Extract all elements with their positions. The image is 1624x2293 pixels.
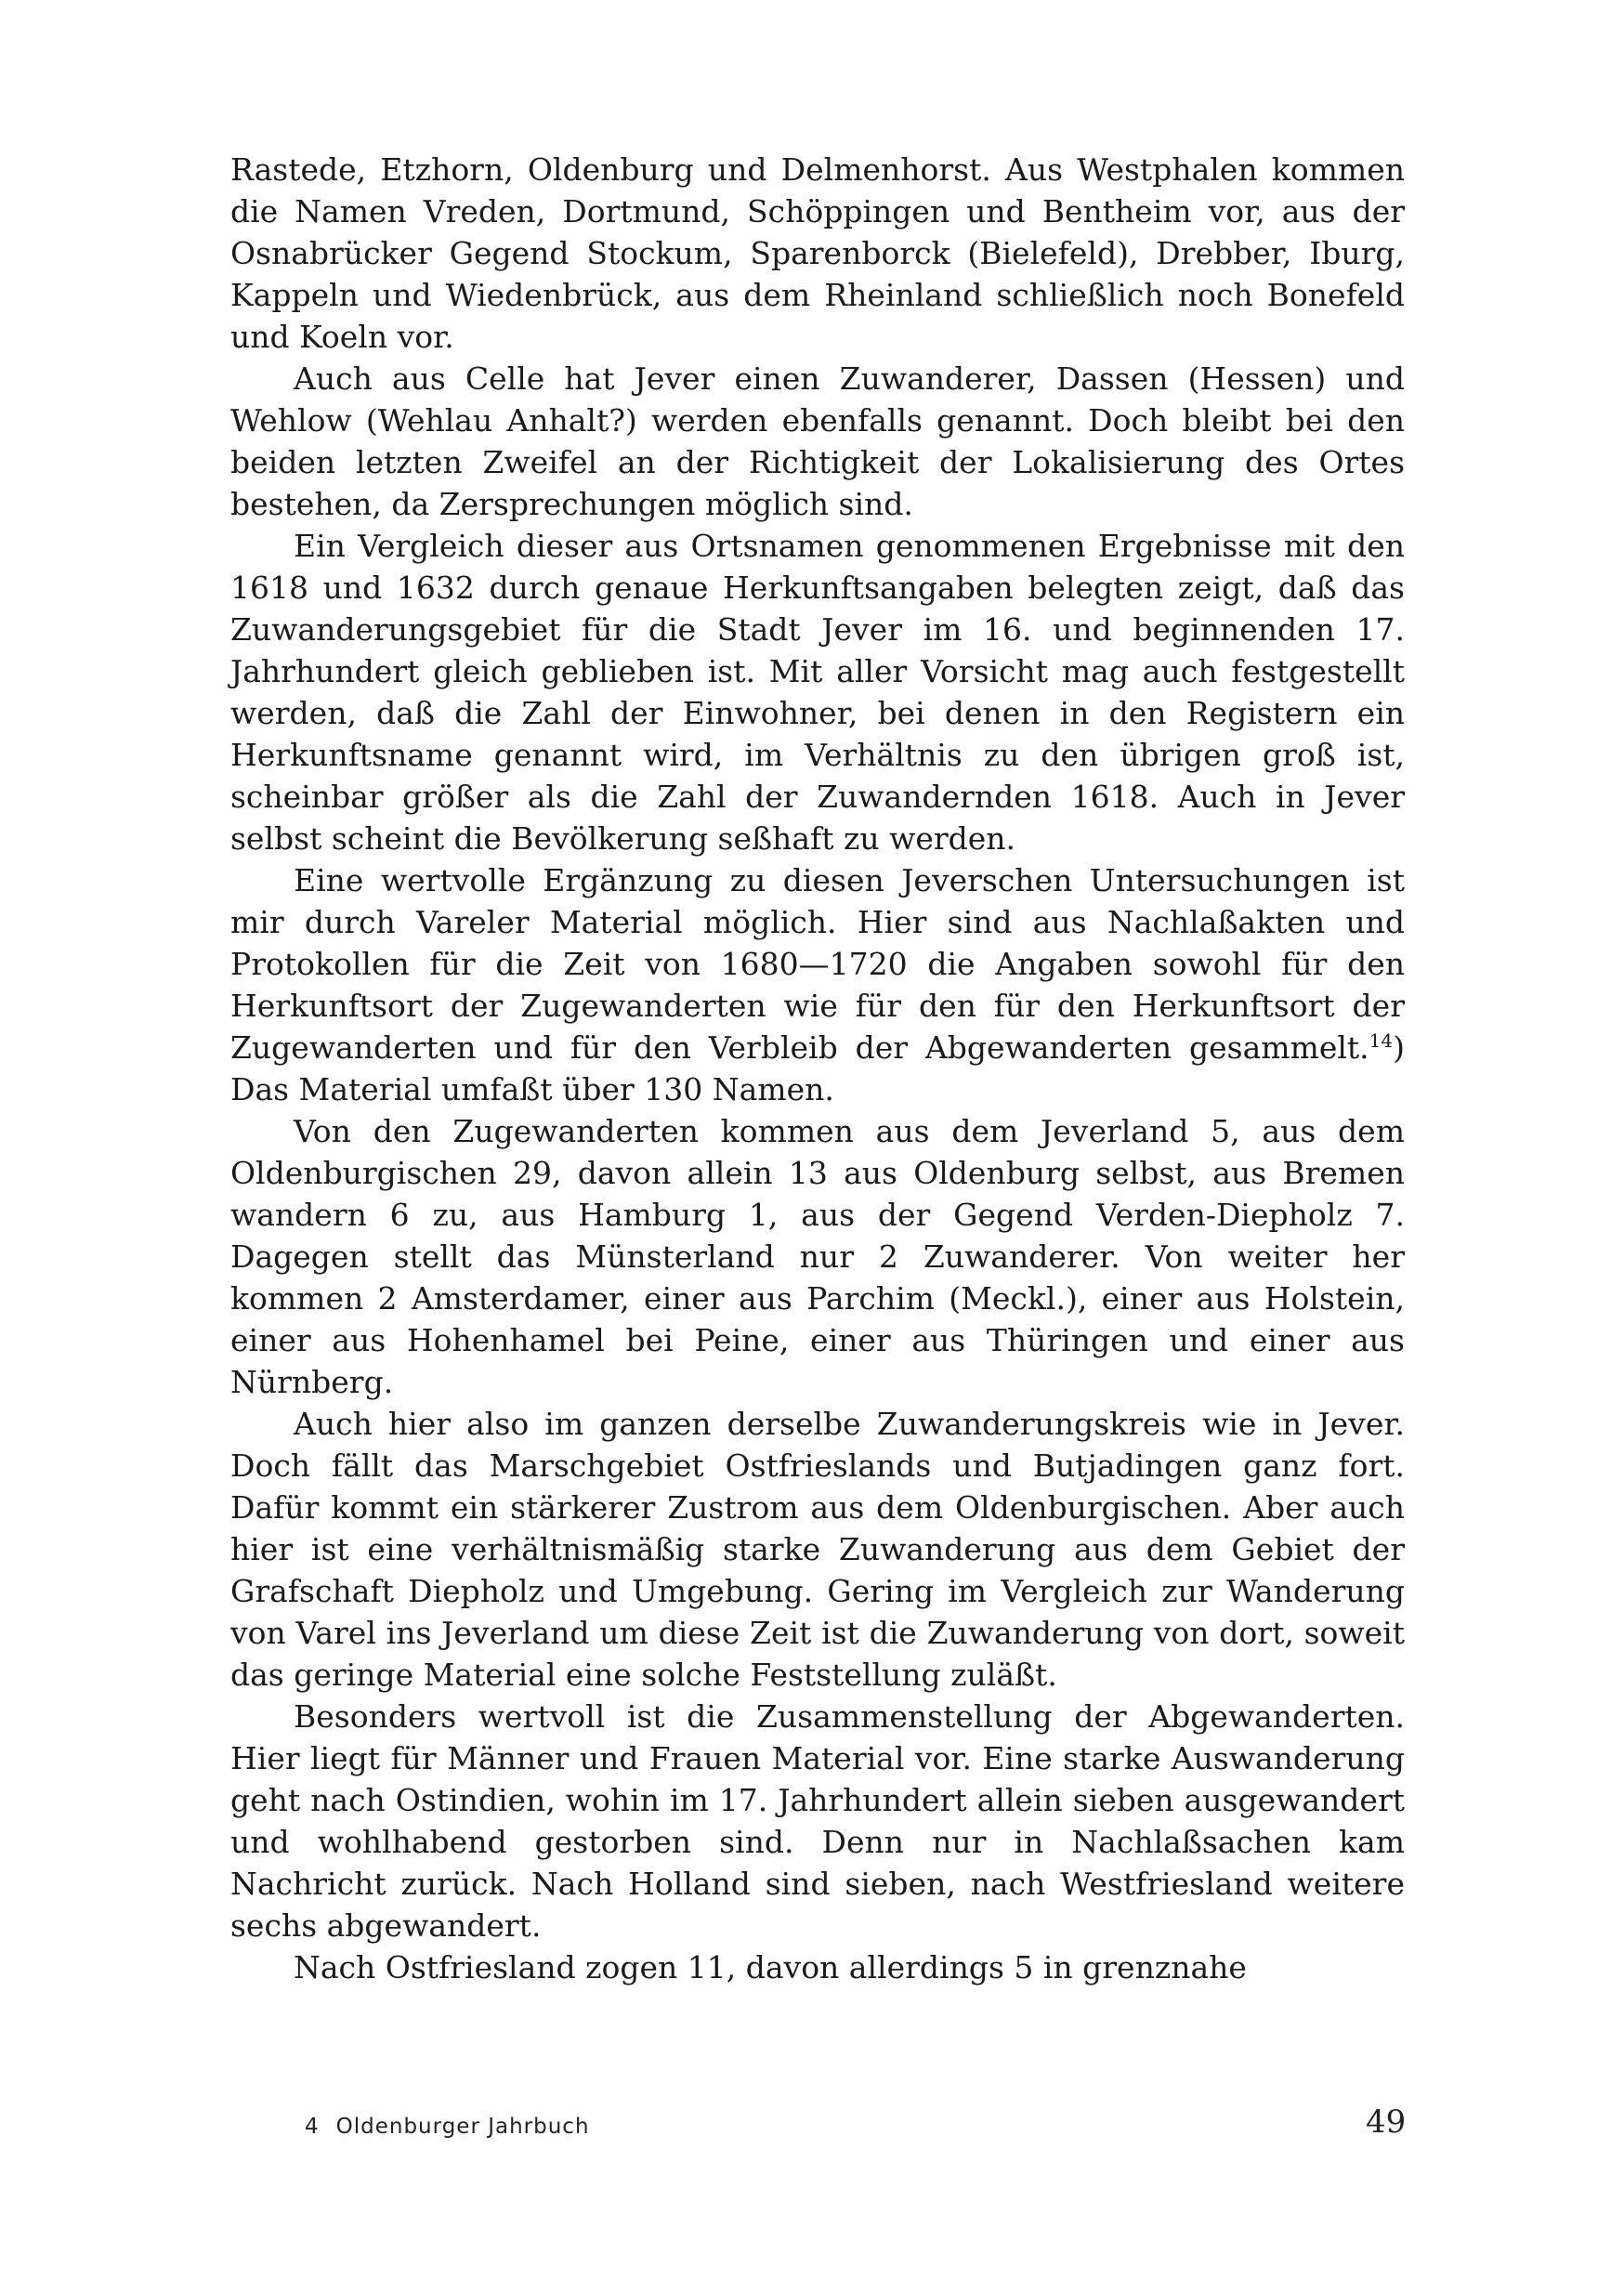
footer-signature-line [305, 2115, 590, 2139]
footnote-marker: 14 [1369, 1029, 1394, 1052]
body-text [230, 149, 1405, 1988]
paragraph-text-before-footnote: Eine wertvolle Ergänzung zu diesen Jeverschen Untersuchungen ist mir durch Vareler Material möglich. Hier sind aus Nachlaßakten und Protokollen für die Zeit von 1680—1720 die Angaben sowohl für den Herkunftsort der Zugewanderten wie für den für den Herkunftsort der Zugewanderten und für den Verbleib der Abgewanderten gesammelt. [230, 862, 1405, 1066]
page-number: 49 [1366, 2103, 1407, 2141]
paragraph: Auch hier also im ganzen derselbe Zuwanderungskreis wie in Jever. Doch fällt das Marschgebiet Ostfrieslands und Butjadingen ganz fort. Dafür kommt ein stärkerer Zustrom aus dem Oldenburgischen. Aber auch hier ist eine verhältnismäßig starke Zuwanderung aus dem Gebiet der Grafschaft Diepholz und Umgebung. Gering im Vergleich zur Wanderung von Varel ins Jeverland um diese Zeit ist die Zuwanderung von dort, soweit das geringe Material eine solche Feststellung zuläßt. [230, 1406, 1405, 1693]
signature-mark: 4 [305, 2115, 320, 2139]
paragraph: Ein Vergleich dieser aus Ortsnamen genommenen Ergebnisse mit den 1618 und 1632 durch genaue Herkunftsangaben belegten zeigt, daß das Zuwanderungsgebiet für die Stadt Jever im 16. und beginnenden 17. Jahrhundert gleich geblieben ist. Mit aller Vorsicht mag auch festgestellt werden, daß die Zahl der Einwohner, bei denen in den Registern ein Herkunftsname genannt wird, im Verhältnis zu den übrigen groß ist, scheinbar größer als die Zahl der Zuwandernden 1618. Auch in Jever selbst scheint die Bevölkerung seßhaft zu werden. [230, 528, 1405, 857]
publication-title: Oldenburger Jahrbuch [335, 2115, 590, 2139]
paragraph-text-after-footnote: ) Das Material umfaßt über 130 Namen. [230, 1029, 1405, 1107]
paragraph: Besonders wertvoll ist die Zusammenstellung der Abgewanderten. Hier liegt für Männer und Frauen Material vor. Eine starke Auswanderung geht nach Ostindien, wohin im 17. Jahrhundert allein sieben ausgewandert und wohlhabend gestorben sind. Denn nur in Nachlaßsachen kam Nachricht zurück. Nach Holland sind sieben, nach Westfriesland weitere sechs abgewandert. [230, 1698, 1405, 1944]
paragraph: Nach Ostfriesland zogen 11, davon allerdings 5 in grenznahe [294, 1949, 1247, 1985]
paragraph: Auch aus Celle hat Jever einen Zuwanderer, Dassen (Hessen) und Wehlow (Wehlau Anhalt?) werden ebenfalls genannt. Doch bleibt bei den beiden letzten Zweifel an der Richtigkeit der Lokalisierung des Ortes bestehen, da Zersprechungen möglich sind. [230, 360, 1405, 522]
paragraph [230, 859, 1405, 1110]
paragraph: Rastede, Etzhorn, Oldenburg und Delmenhorst. Aus Westphalen kommen die Namen Vreden, Dortmund, Schöppingen und Bentheim vor, aus der Osnabrücker Gegend Stockum, Sparenborck (Bielefeld), Drebber, Iburg, Kappeln und Wiedenbrück, aus dem Rheinland schließlich noch Bonefeld und Koeln vor. [230, 151, 1405, 355]
paragraph: Von den Zugewanderten kommen aus dem Jeverland 5, aus dem Oldenburgischen 29, davon allein 13 aus Oldenburg selbst, aus Bremen wandern 6 zu, aus Hamburg 1, aus der Gegend Verden-Diepholz 7. Dagegen stellt das Münsterland nur 2 Zuwanderer. Von weiter her kommen 2 Amsterdamer, einer aus Parchim (Meckl.), einer aus Holstein, einer aus Hohenhamel bei Peine, einer aus Thüringen und einer aus Nürnberg. [230, 1113, 1405, 1400]
